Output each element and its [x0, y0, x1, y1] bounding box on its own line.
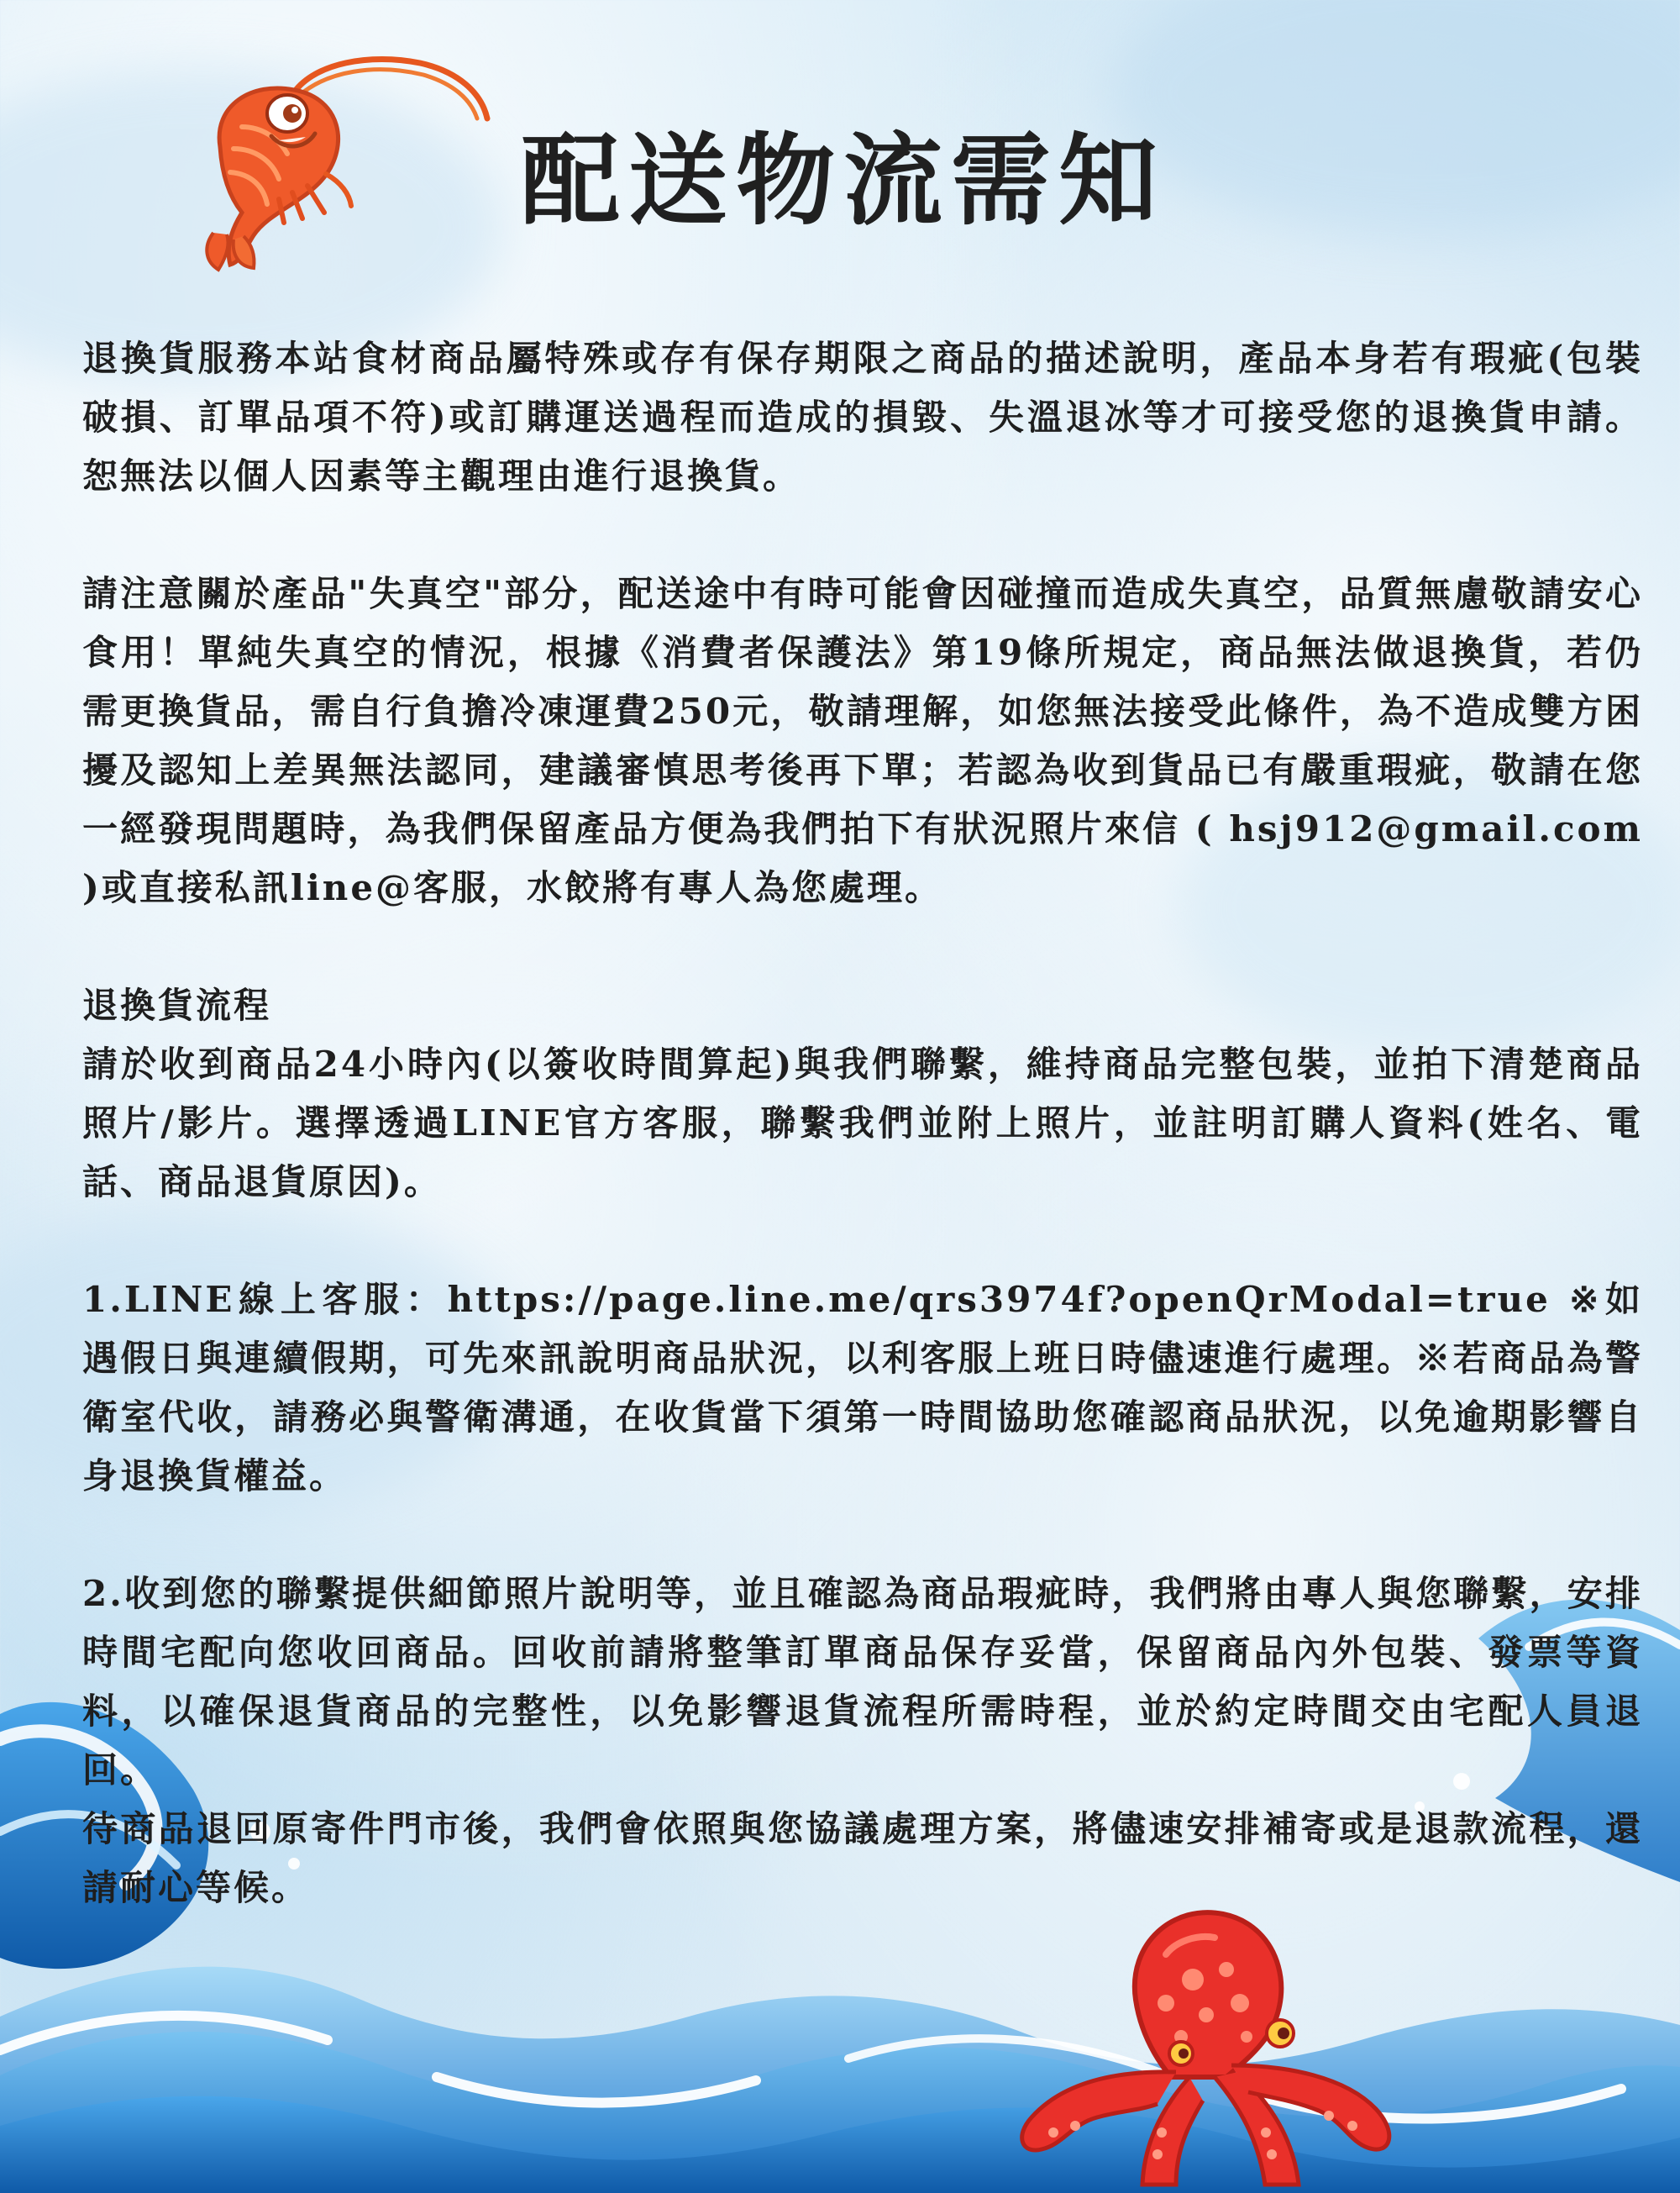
return-process-heading: 退換貨流程 [82, 985, 272, 1026]
shrimp-mascot-icon [193, 46, 496, 273]
return-process-section [82, 976, 1643, 1212]
return-process-paragraph: 請於收到商品24小時內(以簽收時間算起)與我們聯繫，維持商品完整包裝，並拍下清楚商品照片/影片。選擇透過LINE官方客服，聯繫我們並附上照片，並註明訂購人資料(姓名、電話、商品退貨原因)。 [82, 1044, 1643, 1202]
refund-paragraph: 待商品退回原寄件門市後，我們會依照與您協議處理方案，將儘速安排補寄或是退款流程，還請耐心等候。 [82, 1808, 1643, 1908]
notice-content [82, 329, 1643, 1917]
pickup-section [82, 1565, 1643, 1917]
return-policy-paragraph: 退換貨服務本站食材商品屬特殊或存有保存期限之商品的描述說明，產品本身若有瑕疵(包裝破損、訂單品項不符)或訂購運送過程而造成的損毀、失溫退冰等才可接受您的退換貨申請。恕無法以個人因素等主觀理由進行退換貨。 [82, 338, 1643, 497]
background-brush-2 [1109, 0, 1680, 235]
octopus-mascot-icon [991, 1899, 1411, 2193]
page-title: 配送物流需知 [521, 122, 1167, 239]
line-service-paragraph: 1.LINE線上客服：https://page.line.me/qrs3974f?openQrModal=true ※如遇假日與連續假期，可先來訊說明商品狀況，以利客服上班日時儘速進行處理。※若商品為警衛室代收，請務必與警衛溝通，在收貨當下須第一時間協助您確認商品狀況，以免逾期影響自身退換貨權益。 [82, 1279, 1643, 1496]
pickup-paragraph: 2.收到您的聯繫提供細節照片說明等，並且確認為商品瑕疵時，我們將由專人與您聯繫，安排時間宅配向您收回商品。回收前請將整筆訂單商品保存妥當，保留商品內外包裝、發票等資料，以確保退貨商品的完整性，以免影響退貨流程所需時程，並於約定時間交由宅配人員退回。 [82, 1573, 1643, 1791]
vacuum-notice-paragraph: 請注意關於產品"失真空"部分，配送途中有時可能會因碰撞而造成失真空，品質無慮敬請安心食用！單純失真空的情況，根據《消費者保護法》第19條所規定，商品無法做退換貨，若仍需更換貨品，需自行負擔冷凍運費250元，敬請理解，如您無法接受此條件，為不造成雙方困擾及認知上差異無法認同，建議審慎思考後再下單；若認為收到貨品已有嚴重瑕疵，敬請在您一經發現問題時，為我們保留產品方便為我們拍下有狀況照片來信 ( hsj912@gmail.com )或直接私訊line@客服，水餃將有專人為您處理。 [82, 573, 1643, 908]
